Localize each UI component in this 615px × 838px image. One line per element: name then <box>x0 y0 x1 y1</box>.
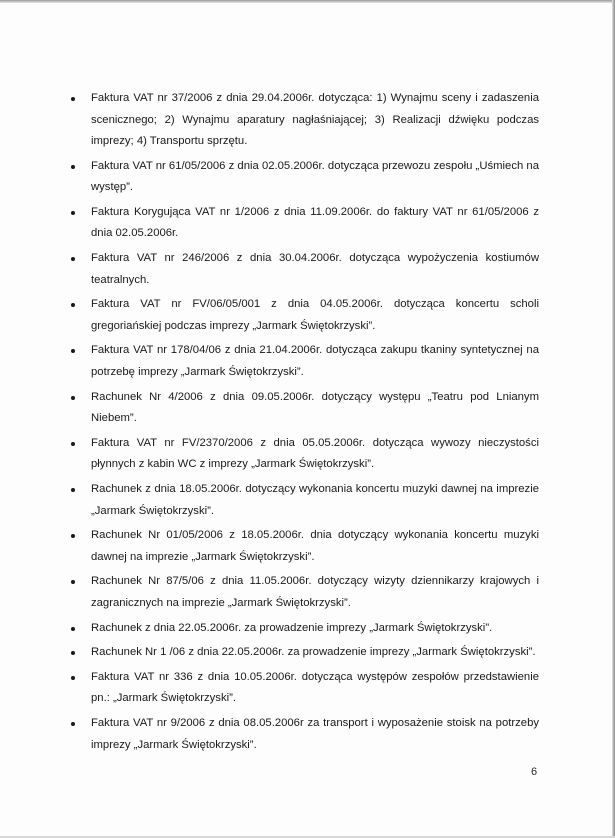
list-item <box>91 525 539 568</box>
bullet-icon <box>71 676 75 680</box>
bullet-icon <box>71 396 75 400</box>
list-item-text: Rachunek z dnia 22.05.2006r. za prowadzenie imprezy „Jarmark Świętokrzyski”. <box>91 621 493 634</box>
list-item-text: Faktura VAT nr 9/2006 z dnia 08.05.2006r za transport i wyposażenie stoisk na potrzeby imprezy „Jarmark Świętokrzyski”. <box>91 717 539 751</box>
list-item <box>91 88 539 153</box>
bullet-icon <box>71 534 75 538</box>
invoice-list <box>91 88 539 759</box>
list-item-text: Rachunek Nr 4/2006 z dnia 09.05.2006r. dotyczący występu „Teatru pod Lnianym Niebem”. <box>91 390 539 425</box>
list-item <box>91 387 539 430</box>
bullet-icon <box>71 651 75 655</box>
scan-edge-top <box>0 0 615 3</box>
bullet-icon <box>71 257 75 261</box>
bullet-icon <box>71 488 75 492</box>
bullet-icon <box>71 627 75 631</box>
list-item <box>91 571 539 614</box>
bullet-icon <box>71 349 75 353</box>
list-item-text: Faktura VAT nr FV/2370/2006 z dnia 05.05.2006r. dotycząca wywozy nieczystości płynnych z kabin WC z imprezy „Jarmark Świętokrzyski”. <box>91 436 539 471</box>
list-item-text: Faktura VAT nr 336 z dnia 10.05.2006r. dotycząca występów zespołów przedstawienie pn.: „Jarmark Świętokrzyski”. <box>91 670 539 705</box>
list-item-text: Faktura Korygująca VAT nr 1/2006 z dnia 11.09.2006r. do faktury VAT nr 61/05/2006 z dnia 02.05.2006r. <box>91 205 539 240</box>
list-item-text: Faktura VAT nr 61/05/2006 z dnia 02.05.2006r. dotycząca przewozu zespołu „Uśmiech na występ”. <box>91 159 539 194</box>
bullet-icon <box>71 303 75 307</box>
bullet-icon <box>71 165 75 169</box>
list-item <box>91 202 539 245</box>
list-item-text: Rachunek z dnia 18.05.2006r. dotyczący wykonania koncertu muzyki dawnej na imprezie „Jarmark Świętokrzyski”. <box>91 483 539 517</box>
list-item <box>91 248 539 291</box>
bullet-icon <box>71 211 75 215</box>
bullet-icon <box>71 722 75 726</box>
list-item <box>91 340 539 383</box>
list-item <box>91 618 539 640</box>
list-item <box>91 433 539 476</box>
list-item-text: Rachunek Nr 87/5/06 z dnia 11.05.2006r. dotyczący wizyty dziennikarzy krajowych i zagranicznych na imprezie „Jarmark Świętokrzyski”. <box>91 575 539 609</box>
bullet-icon <box>71 442 75 446</box>
bullet-icon <box>71 97 75 101</box>
list-item <box>91 642 539 664</box>
list-item-text: Rachunek Nr 01/05/2006 z 18.05.2006r. dnia dotyczący wykonania koncertu muzyki dawnej na imprezie „Jarmark Świętokrzyski”. <box>91 529 539 563</box>
list-item-text: Rachunek Nr 1 /06 z dnia 22.05.2006r. za prowadzenie imprezy „Jarmark Świętokrzyski”. <box>91 646 536 659</box>
list-item-text: Faktura VAT nr 178/04/06 z dnia 21.04.2006r. dotycząca zakupu tkaniny syntetycznej na potrzebę imprezy „Jarmark Świętokrzyski”. <box>91 344 539 378</box>
list-item <box>91 479 539 522</box>
list-item <box>91 294 539 337</box>
list-item <box>91 713 539 756</box>
bullet-icon <box>71 580 75 584</box>
list-item-text: Faktura VAT nr 37/2006 z dnia 29.04.2006r. dotycząca: 1) Wynajmu sceny i zadaszenia scenicznego; 2) Wynajmu aparatury nagłaśniającej; 3) Realizacji dźwięku podczas imprezy; 4) Transportu sprzętu. <box>91 92 539 147</box>
page-number: 6 <box>531 766 538 778</box>
list-item-text: Faktura VAT nr FV/06/05/001 z dnia 04.05.2006r. dotycząca koncertu scholi gregoriańskiej podczas imprezy „Jarmark Świętokrzyski”. <box>91 298 539 332</box>
list-item-text: Faktura VAT nr 246/2006 z dnia 30.04.2006r. dotycząca wypożyczenia kostiumów teatralnych. <box>91 252 539 286</box>
list-item <box>91 156 539 199</box>
list-item <box>91 667 539 710</box>
